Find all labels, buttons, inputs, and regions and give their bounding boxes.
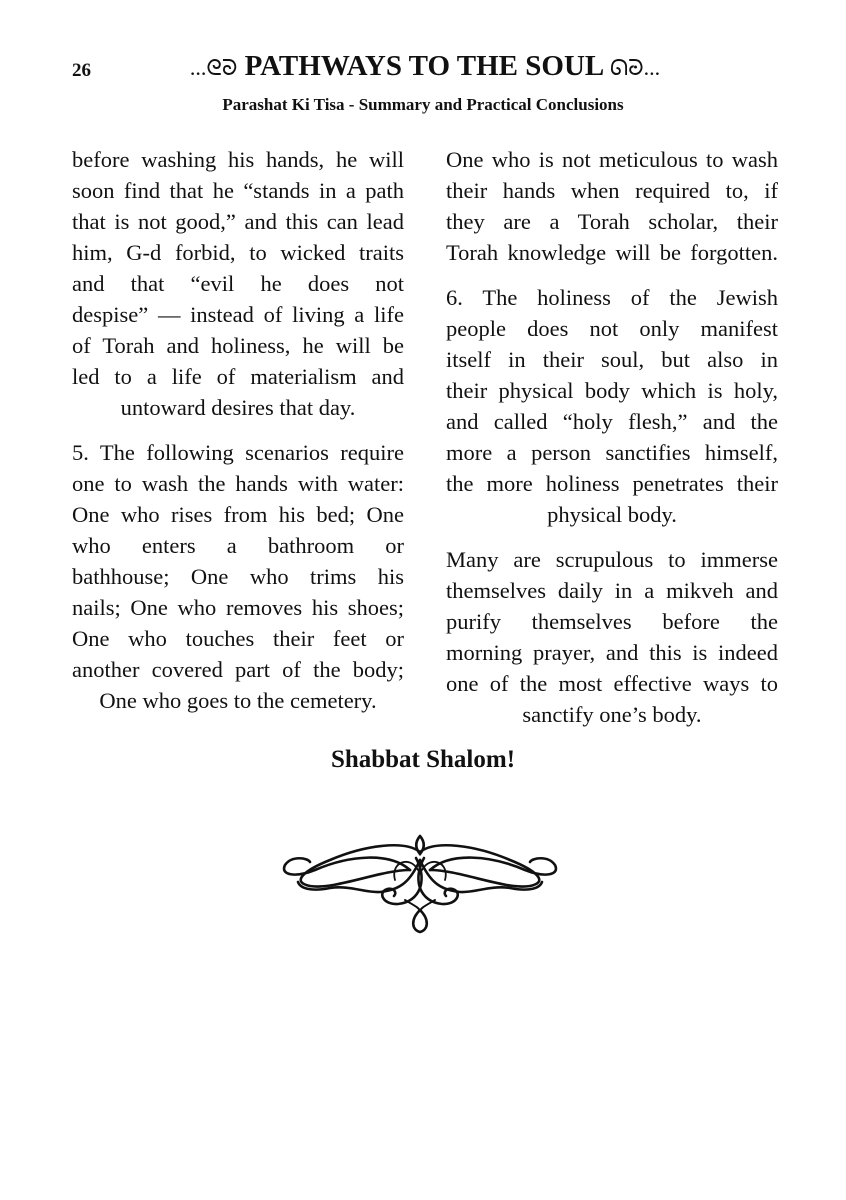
text-line: led to a life of materialism and [72,364,404,389]
text-line: their physical body which is holy, [446,378,778,403]
text-line: before washing his hands, he will [72,147,404,172]
text-line: One who touches their feet or [72,626,404,651]
text-line: people does not only manifest [446,316,778,341]
subtitle: Parashat Ki Tisa - Summary and Practical Conclusions [222,95,624,114]
text-line: of Torah and holiness, he will be [72,333,404,358]
text-line: they are a Torah scholar, their [446,209,778,234]
paragraph [72,144,404,423]
paragraph [72,437,404,716]
text-line: one to wash the hands with water: [72,471,404,496]
text-line: One who rises from his bed; One [72,502,404,527]
paragraph [446,282,778,530]
closing-greeting: Shabbat Shalom! [330,746,516,773]
ornament-right-icon: ᘏᘒ... [609,55,661,80]
text-line: him, G-d forbid, to wicked traits [72,240,404,265]
text-line: one of the most effective ways to [446,671,778,696]
text-line: 6. The holiness of the Jewish [446,285,778,310]
paragraph [446,544,778,730]
text-line: itself in their soul, but also in [446,347,778,372]
running-title [130,50,720,83]
text-line: purify themselves before the [446,609,778,634]
text-line: who enters a bathroom or [72,533,404,558]
text-line: another covered part of the body; [72,657,404,682]
text-line: 5. The following scenarios require [72,440,404,465]
text-line: untoward desires that day. [120,395,356,420]
paragraph [446,144,778,268]
text-line: despise” — instead of living a life [72,302,404,327]
text-line: sanctify one’s body. [522,702,702,727]
text-line: and called “holy flesh,” and the [446,409,778,434]
text-line: the more holiness penetrates their [446,471,778,496]
text-line: themselves daily in a mikveh and [446,578,778,603]
page-number: 26 [72,60,91,81]
text-line: their hands when required to, if [446,178,778,203]
ornament-left-icon: ...ᘓᘐ [189,55,238,80]
title-text: PATHWAYS TO THE SOUL [244,50,603,82]
text-line: One who goes to the cemetery. [99,688,377,713]
text-line: Torah knowledge will be forgotten. [446,240,778,265]
text-line: and that “evil he does not [72,271,404,296]
right-column [446,144,778,744]
text-line: more a person sanctifies himself, [446,440,778,465]
text-line: morning prayer, and this is indeed [446,640,778,665]
text-line: bathhouse; One who trims his [72,564,404,589]
flourish-divider-icon [270,830,570,935]
text-line: that is not good,” and this can lead [72,209,404,234]
text-line: Many are scrupulous to immerse [446,547,778,572]
text-line: soon find that he “stands in a path [72,178,404,203]
text-line: One who is not meticulous to wash [446,147,778,172]
text-line: nails; One who removes his shoes; [72,595,404,620]
left-column [72,144,404,730]
text-line: physical body. [547,502,677,527]
